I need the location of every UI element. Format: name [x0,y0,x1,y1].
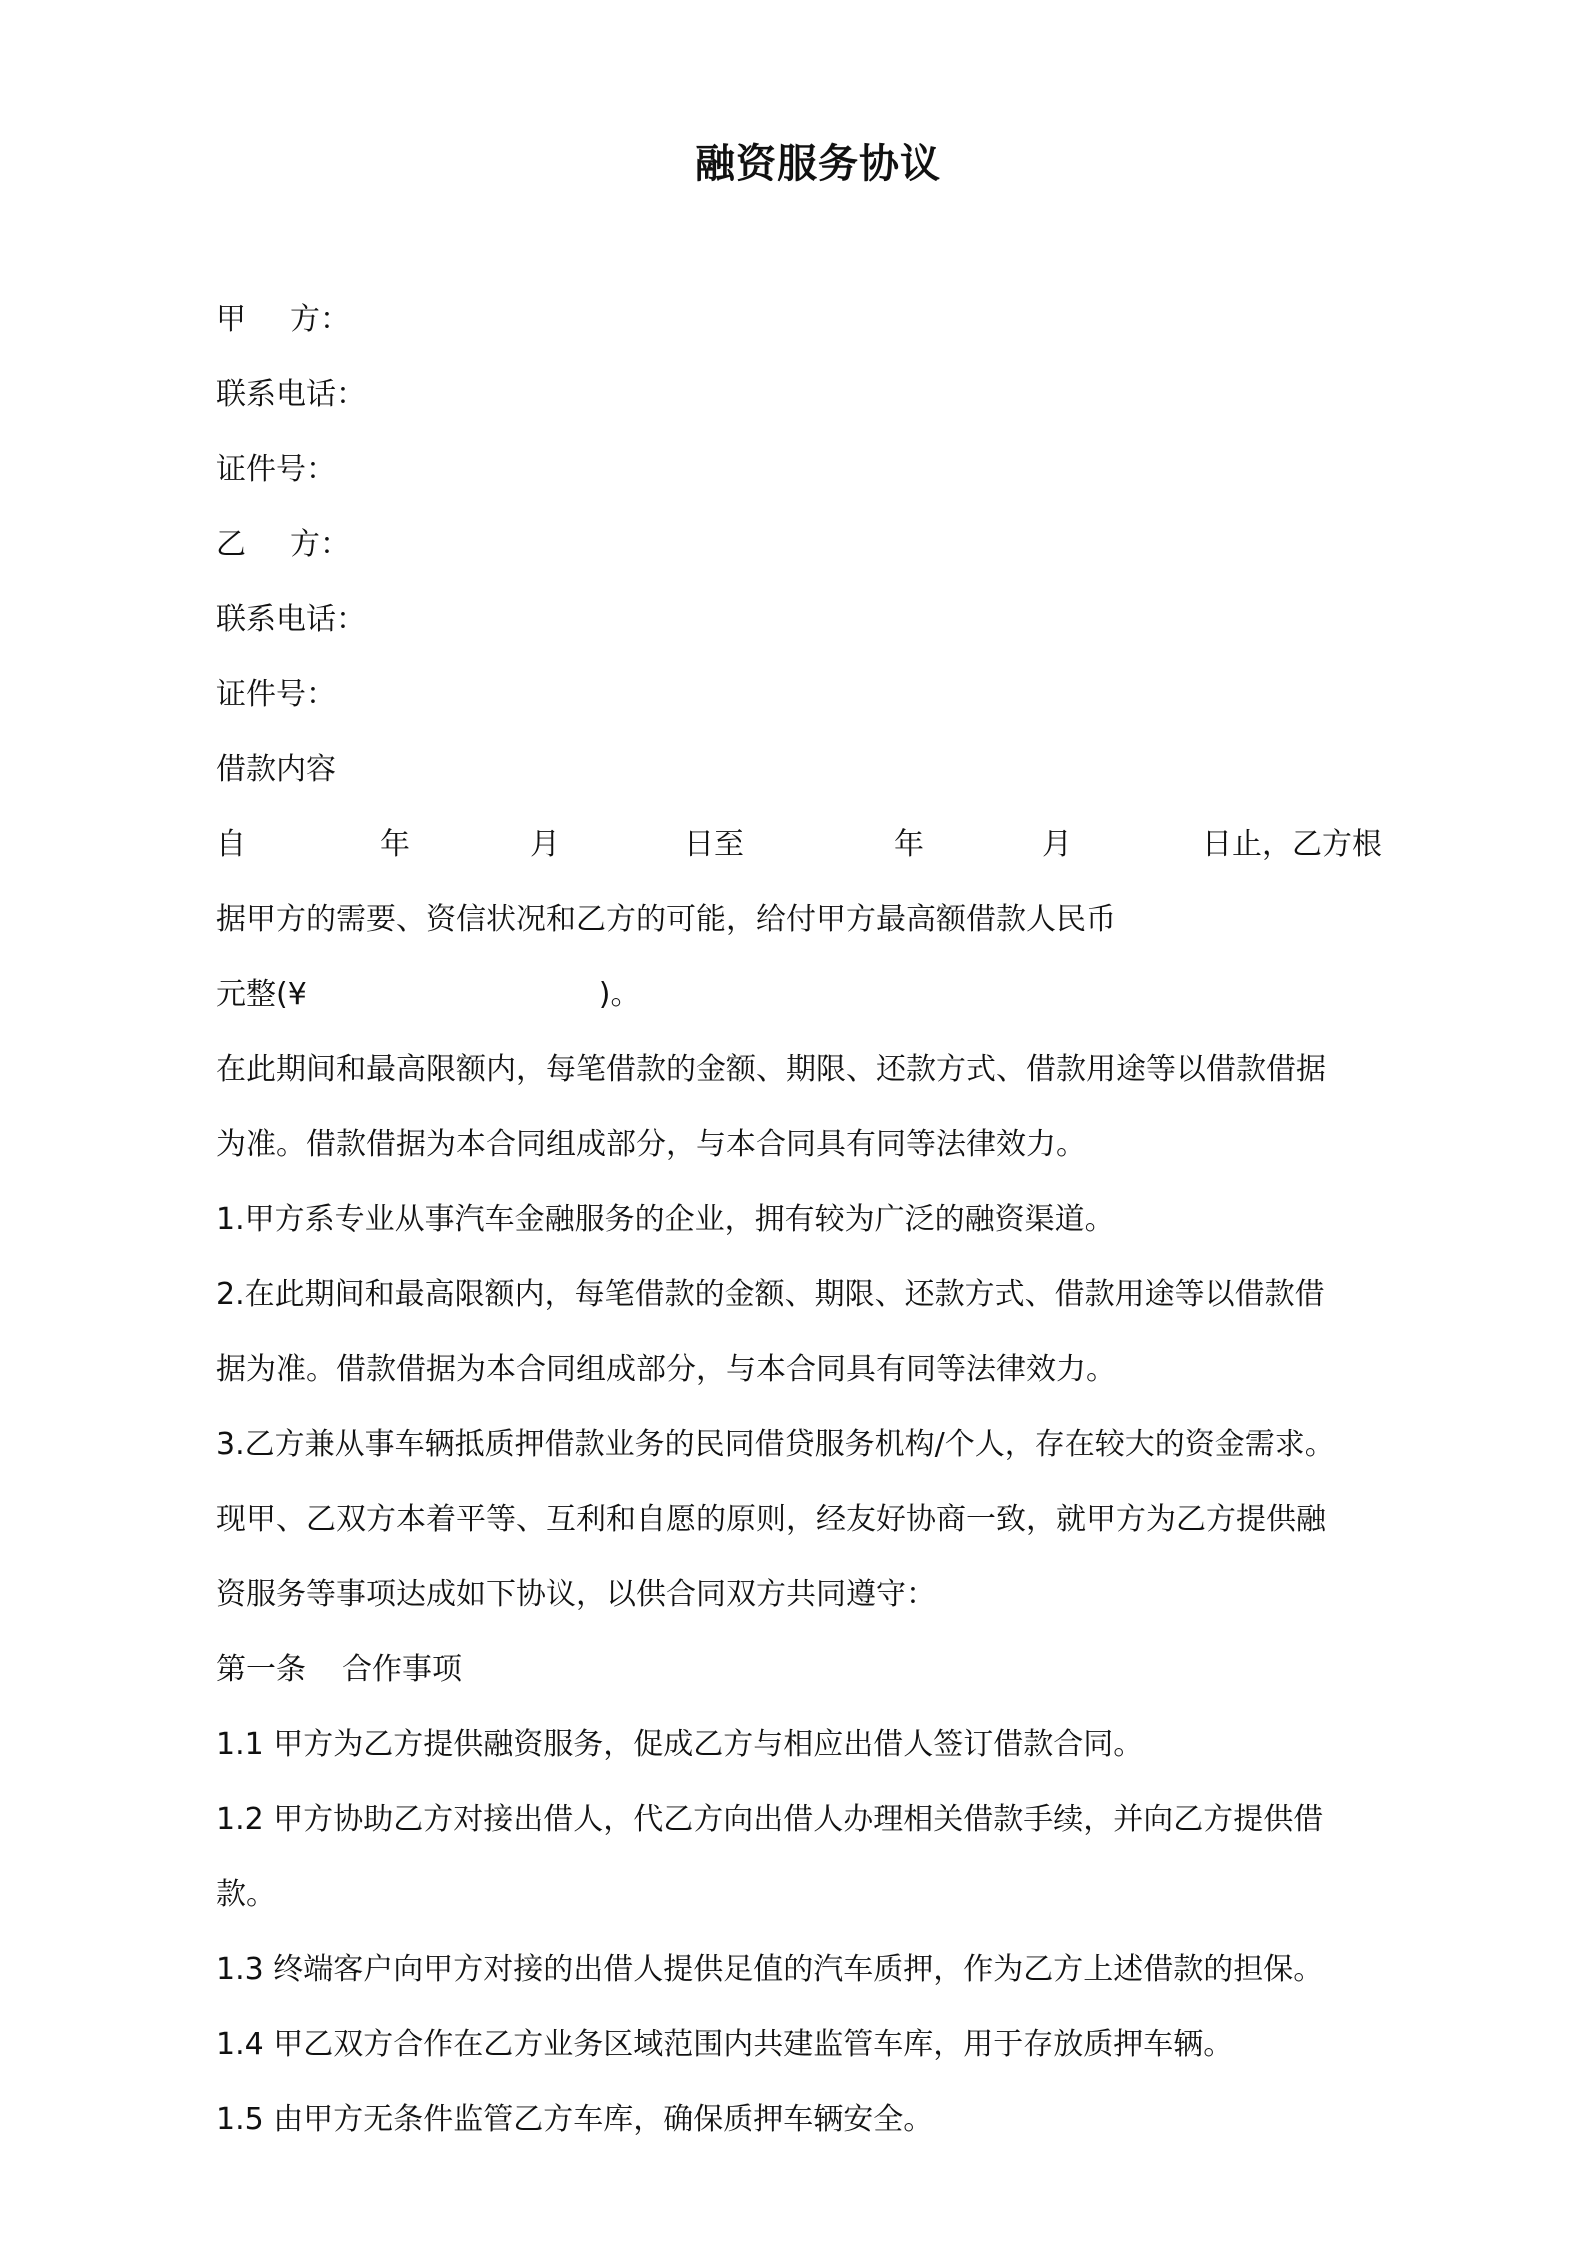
article-1-number: 第一条 [216,1652,306,1687]
date-year-1: 年 [380,827,410,862]
party-b-id-line: 证件号： [216,677,336,712]
party-a-label-rest: 方： [290,302,350,337]
party-a-phone-line: 联系电话： [216,377,366,412]
party-a-line [216,282,1416,357]
document-body [216,282,1416,2157]
article-1-title: 合作事项 [342,1652,462,1687]
clause-1-5: 1.5 由甲方无条件监管乙方车库，确保质押车辆安全。 [216,2102,934,2137]
document-title: 融资服务协议 [695,141,941,187]
clause-1-2-line-2: 款。 [216,1877,276,1912]
intro-line-2: 资服务等事项达成如下协议，以供合同双方共同遵守： [216,1577,936,1612]
date-month-2: 月 [1042,827,1072,862]
date-from: 自 [216,827,246,862]
clause-1-3: 1.3 终端客户向甲方对接的出借人提供足值的汽车质押，作为乙方上述借款的担保。 [216,1952,1324,1987]
intro-line-1: 现甲、乙双方本着平等、互利和自愿的原则，经友好协商一致，就甲方为乙方提供融 [216,1502,1326,1537]
para-period-line-1: 在此期间和最高限额内，每笔借款的金额、期限、还款方式、借款用途等以借款借据 [216,1052,1326,1087]
loan-line-2: 据甲方的需要、资信状况和乙方的可能，给付甲方最高额借款人民币 [216,902,1116,937]
party-a-id-line: 证件号： [216,452,336,487]
party-b-label-rest: 方： [290,527,350,562]
amount-suffix: )。 [598,977,641,1012]
item-2-line-1: 2.在此期间和最高限额内，每笔借款的金额、期限、还款方式、借款用途等以借款借 [216,1277,1325,1312]
article-1-heading [216,1632,1416,1707]
loan-heading: 借款内容 [216,752,336,787]
clause-1-4: 1.4 甲乙双方合作在乙方业务区域范围内共建监管车库，用于存放质押车辆。 [216,2027,1234,2062]
item-1: 1.甲方系专业从事汽车金融服务的企业，拥有较为广泛的融资渠道。 [216,1202,1115,1237]
date-month-1: 月 [530,827,560,862]
item-3: 3.乙方兼从事车辆抵质押借款业务的民同借贷服务机构/个人，存在较大的资金需求。 [216,1427,1335,1462]
date-year-2: 年 [894,827,924,862]
party-a-label-first: 甲 [216,302,246,337]
date-day-end: 日止，乙方根 [1202,827,1382,862]
clause-1-2-line-1: 1.2 甲方协助乙方对接出借人，代乙方向出借人办理相关借款手续，并向乙方提供借 [216,1802,1324,1837]
amount-prefix: 元整(¥ [216,977,307,1012]
loan-date-line [216,807,1416,882]
party-b-line [216,507,1416,582]
party-b-label-first: 乙 [216,527,246,562]
item-2-line-2: 据为准。借款借据为本合同组成部分，与本合同具有同等法律效力。 [216,1352,1116,1387]
date-day-to: 日至 [684,827,744,862]
party-b-phone-line: 联系电话： [216,602,366,637]
para-period-line-2: 为准。借款借据为本合同组成部分，与本合同具有同等法律效力。 [216,1127,1086,1162]
loan-amount-line [216,957,1416,1032]
clause-1-1: 1.1 甲方为乙方提供融资服务，促成乙方与相应出借人签订借款合同。 [216,1727,1144,1762]
